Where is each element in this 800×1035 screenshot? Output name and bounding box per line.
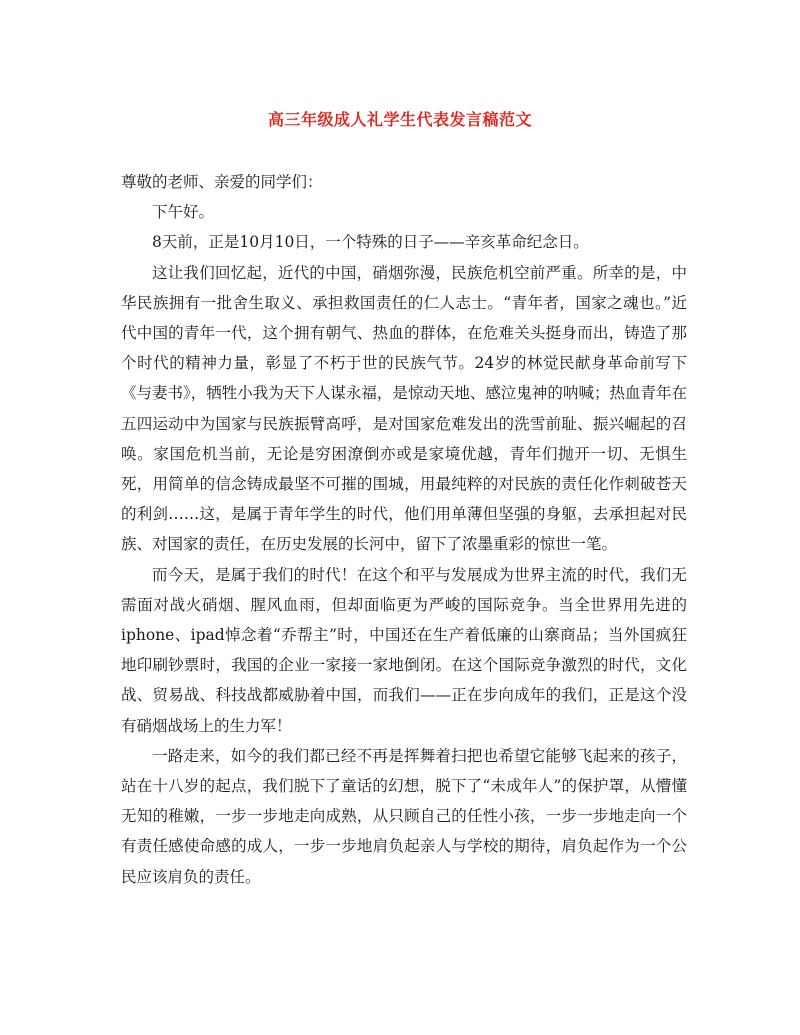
document-body: [121, 167, 687, 892]
paragraph: 而今天，是属于我们的时代！在这个和平与发展成为世界主流的时代，我们无需面对战火硝烟、腥风血雨，但却面临更为严峻的国际竞争。当全世界用先进的iphone、ipad悼念着“乔帮主”时，中国还在生产着低廉的山寨商品；当外国疯狂地印刷钞票时，我国的企业一家接一家地倒闭。在这个国际竞争激烈的时代，文化战、贸易战、科技战都威胁着中国，而我们——正在步向成年的我们，正是这个没有硝烟战场上的生力军！: [121, 565, 687, 735]
paragraph: 下午好。: [152, 203, 215, 222]
document-title: 高三年级成人礼学生代表发言稿范文: [267, 110, 532, 129]
paragraph: 这让我们回忆起，近代的中国，硝烟弥漫，民族危机空前严重。所幸的是，中华民族拥有一批舍生取义、承担救国责任的仁人志士。“青年者，国家之魂也。”近代中国的青年一代，这个拥有朝气、热血的群体，在危难关头挺身而出，铸造了那个时代的精神力量，彰显了不朽于世的民族气节。24岁的林觉民献身革命前写下《与妻书》，牺牲小我为天下人谋永福，是惊动天地、感泣鬼神的呐喊；热血青年在五四运动中为国家与民族振臂高呼，是对国家危难发出的洗雪前耻、振兴崛起的召唤。家国危机当前，无论是穷困潦倒亦或是家境优越，青年们抛开一切、无惧生死，用简单的信念铸成最坚不可摧的围城，用最纯粹的对民族的责任化作刺破苍天的利剑……这，是属于青年学生的时代，他们用单薄但坚强的身躯，去承担起对民族、对国家的责任，在历史发展的长河中，留下了浓墨重彩的惊世一笔。: [121, 263, 687, 554]
salutation: 尊敬的老师、亲爱的同学们：: [121, 173, 323, 191]
paragraph: 8天前，正是10月10日，一个特殊的日子——辛亥革命纪念日。: [152, 233, 589, 252]
paragraph: 一路走来，如今的我们都已经不再是挥舞着扫把也希望它能够飞起来的孩子，站在十八岁的起点，我们脱下了童话的幻想，脱下了“未成年人”的保护罩，从懵懂无知的稚嫩，一步一步地走向成熟，从只顾自己的任性小孩，一步一步地走向一个有责任感使命感的成人，一步一步地肩负起亲人与学校的期待，肩负起作为一个公民应该肩负的责任。: [121, 746, 687, 886]
